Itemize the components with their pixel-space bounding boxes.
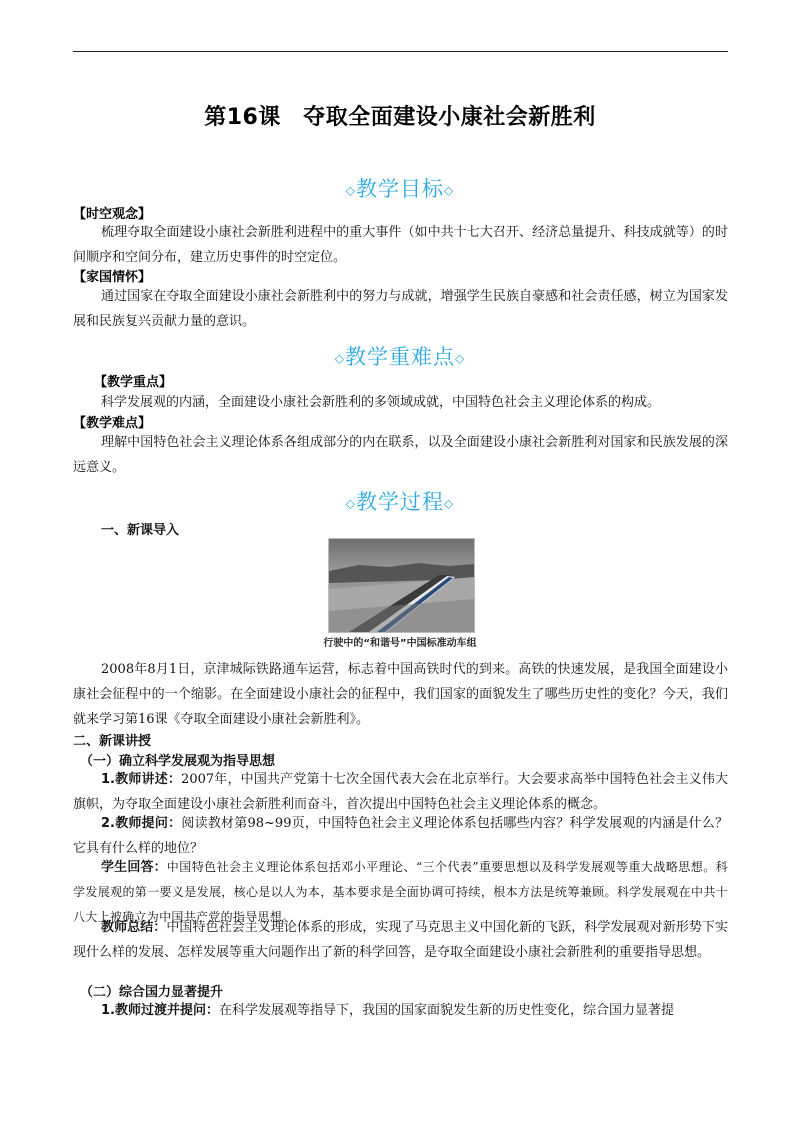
tag-key-point: 【教学重点】 [94,375,173,390]
teacher-narration [73,767,728,817]
intro-heading: 一、新课导入 [101,523,180,538]
diamond-icon: ◇ [444,183,455,198]
difficult-point-text: 理解中国特色社会主义理论体系各组成部分的内在联系，以及全面建设小康社会新胜利对国家和民族发展的深远意义。 [73,435,728,475]
tag-difficult-point: 【教学难点】 [73,416,152,431]
teacher-narration-text: 2007年，中国共产党第十七次全国代表大会在北京举行。大会要求高举中国特色社会主义伟大旗帜，为夺取全面建设小康社会新胜利而奋斗，首次提出中国特色社会主义理论体系的概念。 [73,772,728,812]
tag-spacetime: 【时空观念】 [73,207,152,222]
teacher-question [73,811,728,861]
teacher-transition-lead: 1.教师过渡并提问： [101,1003,219,1018]
tag-patriotism: 【家国情怀】 [73,270,152,285]
subsection-2-heading: （二）综合国力显著提升 [80,985,224,1000]
teacher-transition-text: 在科学发展观等指导下，我国的国家面貌发生新的历史性变化，综合国力显著提 [218,1003,674,1018]
goals-heading-text: 教学目标 [356,177,444,201]
teacher-summary-text: 中国特色社会主义理论体系的形成，实现了马克思主义中国化新的飞跃，科学发展观对新形势下实现什么样的发展、怎样发展等重大问题作出了新的科学回答，是夺取全面建设小康社会新胜利的重要指导思想。 [73,920,728,960]
subsection-1-heading: （一）确立科学发展观为指导思想 [80,754,276,769]
diamond-icon: ◇ [455,351,466,366]
process-heading-text: 教学过程 [356,490,444,514]
teacher-narration-lead: 1.教师讲述： [101,772,182,787]
lesson-title: 第16课 夺取全面建设小康社会新胜利 [204,105,596,130]
teacher-summary [73,915,728,965]
photo-caption: 行驶中的“和谐号”中国标准动车组 [323,638,477,649]
intro-paragraph: 2008年8月1日，京津城际铁路通车运营，标志着中国高铁时代的到来。高铁的快速发展，是我国全面建设小康社会征程中的一个缩影。在全面建设小康社会的征程中，我们国家的面貌发生了哪些历史性的变化？今天，我们就来学习第16课《夺取全面建设小康社会新胜利》。 [73,662,728,727]
diamond-icon: ◇ [444,496,455,511]
section-heading-key-points [0,341,800,371]
diamond-icon: ◇ [345,183,356,198]
teacher-transition [101,998,728,1023]
teacher-question-text: 阅读教材第98~99页，中国特色社会主义理论体系包括哪些内容？科学发展观的内涵是什么？它具有什么样的地位？ [73,816,728,856]
section-heading-process [0,486,800,516]
goal-spacetime-text: 梳理夺取全面建设小康社会新胜利进程中的重大事件（如中共十七大召开、经济总量提升、科技成就等）的时间顺序和空间分布，建立历史事件的时空定位。 [73,225,728,265]
header-rule [73,51,728,52]
key-points-heading-text: 教学重难点 [345,345,455,369]
teacher-summary-lead: 教师总结： [101,920,167,935]
new-lesson-heading: 二、新课讲授 [73,734,152,749]
diamond-icon: ◇ [334,351,345,366]
diamond-icon: ◇ [345,496,356,511]
student-answer-lead: 学生回答： [101,860,167,875]
student-answer-text: 中国特色社会主义理论体系包括邓小平理论、“三个代表”重要思想以及科学发展观等重大战略思想。科学发展观的第一要义是发展，核心是以人为本，基本要求是全面协调可持续，根本方法是统筹兼顾。科学发展观在中共十八大上被确立为中国共产党的指导思想。 [73,860,728,924]
teacher-question-lead: 2.教师提问： [101,816,182,831]
section-heading-goals [0,173,800,203]
harmony-train-photo [328,538,475,633]
key-point-text: 科学发展观的内涵，全面建设小康社会新胜利的多领域成就，中国特色社会主义理论体系的构成。 [101,395,661,410]
goal-patriotism-text: 通过国家在夺取全面建设小康社会新胜利中的努力与成就，增强学生民族自豪感和社会责任感，树立为国家发展和民族复兴贡献力量的意识。 [73,289,728,329]
